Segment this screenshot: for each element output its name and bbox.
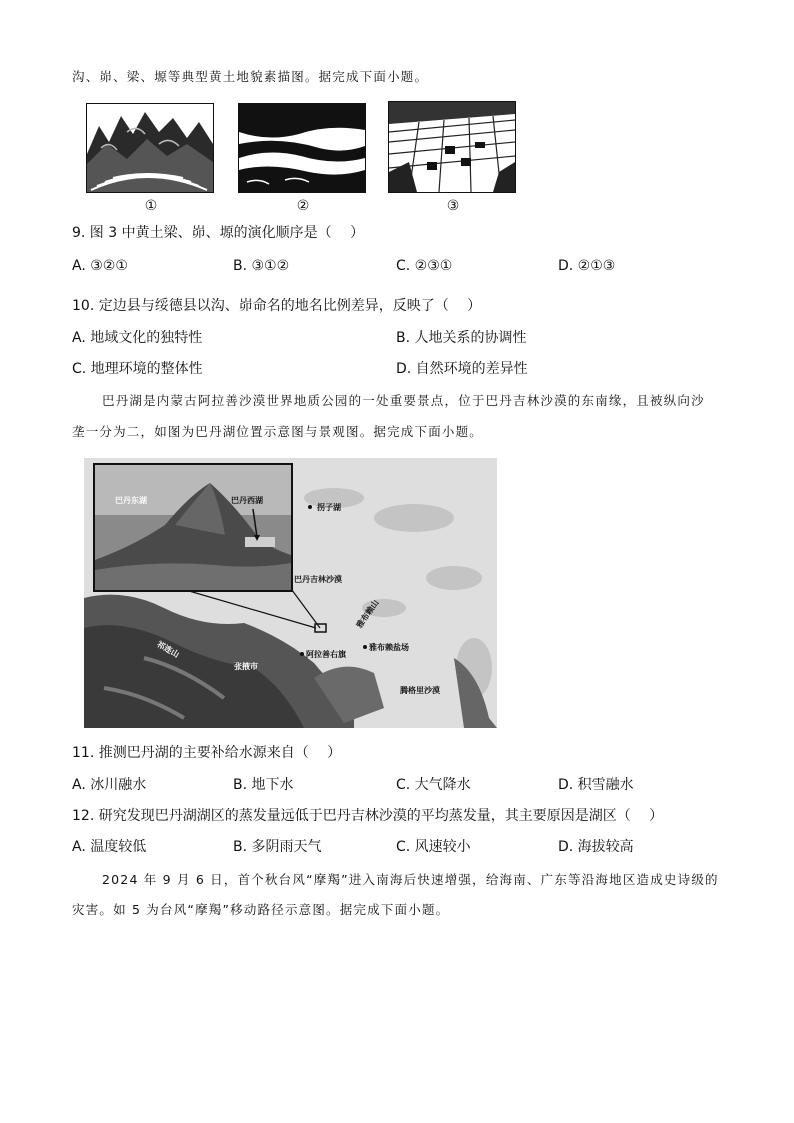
question-9-option-a: A. ③②① (72, 258, 128, 274)
question-12-option-c: C. 风速较小 (396, 839, 471, 855)
question-10-option-b: B. 人地关系的协调性 (396, 330, 527, 346)
figure-3-caption: ③ (446, 198, 460, 214)
label-alxa-right-banner: 阿拉善右旗 (306, 650, 346, 659)
question-9-option-c: C. ②③① (396, 258, 453, 274)
badan-lake-location-map (84, 458, 497, 728)
label-badan-east-lake: 巴丹东湖 (115, 496, 147, 505)
question-11-stem: 11. 推测巴丹湖的主要补给水源来自（ ） (72, 745, 342, 761)
label-yabulai-salt-field: 雅布赖盐场 (369, 643, 409, 652)
label-yabulai-mountain: 雅布赖山 (354, 598, 381, 630)
question-9-option-b: B. ③①② (233, 258, 290, 274)
label-zhangye-city: 张掖市 (234, 662, 258, 671)
intro-text-2-line-2: 垄一分为二，如图为巴丹湖位置示意图与景观图。据完成下面小题。 (72, 424, 484, 439)
question-9-option-d: D. ②①③ (558, 258, 616, 274)
figure-1-caption: ① (144, 198, 158, 214)
question-11-option-a: A. 冰川融水 (72, 777, 147, 793)
figure-2-sketch (238, 103, 366, 193)
label-guaizi-lake: 拐子湖 (317, 503, 341, 512)
figure-1-sketch (86, 103, 214, 193)
figure-2-caption: ② (296, 198, 310, 214)
question-12-stem: 12. 研究发现巴丹湖湖区的蒸发量远低于巴丹吉林沙漠的平均蒸发量，其主要原因是湖区（ ） (72, 808, 664, 824)
landscape-photo-image (95, 465, 291, 590)
question-11-option-c: C. 大气降水 (396, 777, 471, 793)
badan-lake-landscape-inset (93, 463, 293, 592)
label-tengger-desert: 腾格里沙漠 (400, 686, 440, 695)
label-badain-jaran-desert: 巴丹吉林沙漠 (294, 575, 342, 584)
loess-sketch-2-image (239, 104, 365, 192)
question-12-option-d: D. 海拔较高 (558, 839, 634, 855)
figure-3-sketch (388, 101, 516, 193)
intro-text-3-line-2: 灾害。如 5 为台风“摩羯”移动路径示意图。据完成下面小题。 (72, 902, 450, 917)
label-badan-west-lake: 巴丹西湖 (231, 496, 263, 505)
intro-text-3-line-1: 2024 年 9 月 6 日，首个秋台风“摩羯”进入南海后快速增强，给海南、广东等沿海地区造成史诗级的 (102, 872, 719, 887)
loess-sketch-1-image (87, 104, 213, 192)
loess-sketch-3-image (389, 102, 515, 192)
question-10-option-d: D. 自然环境的差异性 (396, 361, 528, 377)
question-12-option-a: A. 温度较低 (72, 839, 147, 855)
label-qilian-mountains: 祁连山 (155, 639, 181, 660)
intro-text-2-line-1: 巴丹湖是内蒙古阿拉善沙漠世界地质公园的一处重要景点，位于巴丹吉林沙漠的东南缘，且被纵向沙 (102, 393, 705, 408)
question-10-option-c: C. 地理环境的整体性 (72, 361, 203, 377)
question-9-stem: 9. 图 3 中黄土梁、峁、塬的演化顺序是（ ） (72, 225, 365, 241)
intro-text-1: 沟、峁、梁、塬等典型黄土地貌素描图。据完成下面小题。 (72, 69, 429, 84)
question-10-stem: 10. 定边县与绥德县以沟、峁命名的地名比例差异，反映了（ ） (72, 298, 482, 314)
question-10-option-a: A. 地域文化的独特性 (72, 330, 203, 346)
question-11-option-b: B. 地下水 (233, 777, 294, 793)
question-12-option-b: B. 多阴雨天气 (233, 839, 322, 855)
question-11-option-d: D. 积雪融水 (558, 777, 634, 793)
